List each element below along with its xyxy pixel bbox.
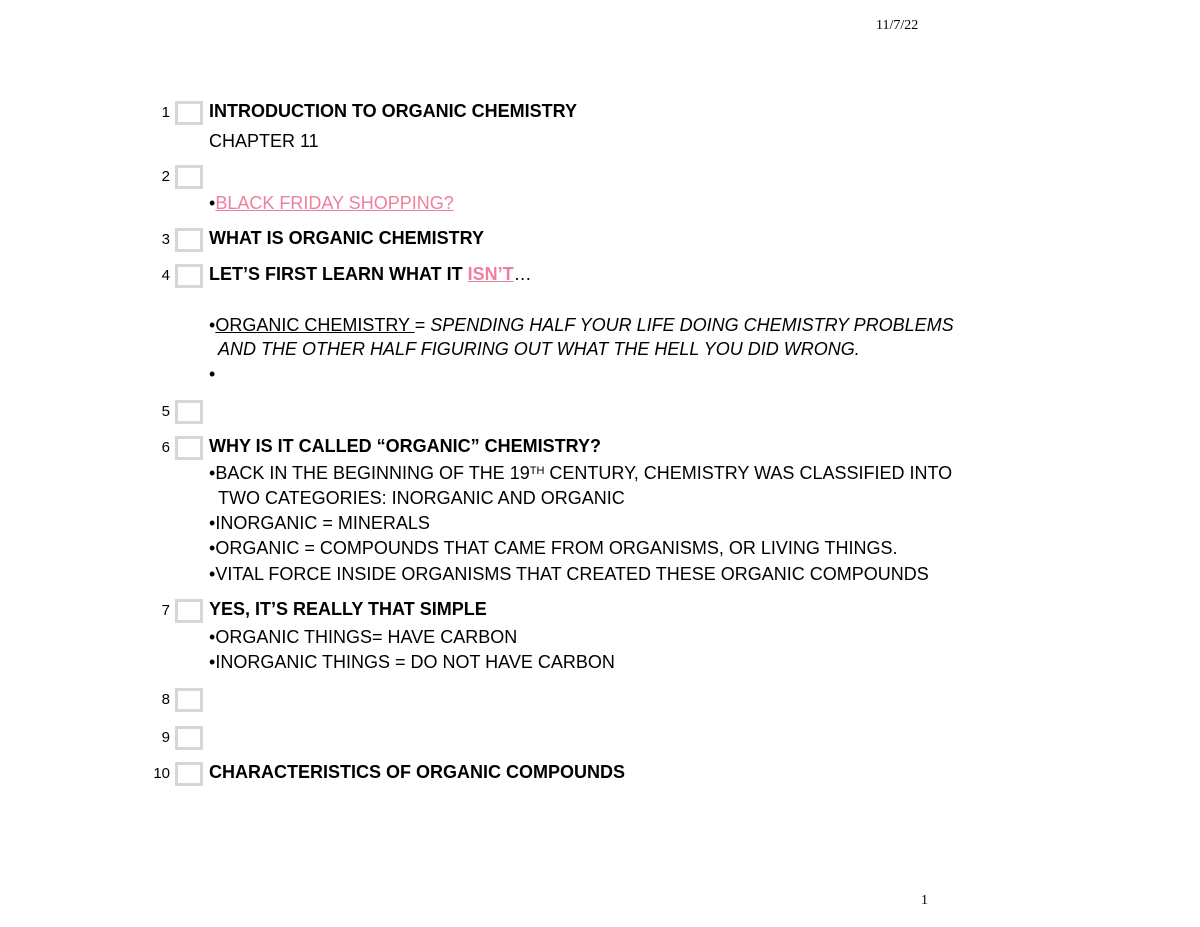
slide-number: 5 bbox=[161, 403, 170, 420]
isnt-emphasis: ISN’T bbox=[467, 264, 514, 284]
title-text: LET’S FIRST LEARN WHAT IT bbox=[209, 264, 468, 284]
bullet-text: VITAL FORCE INSIDE ORGANISMS THAT CREATED THESE ORGANIC COMPOUNDS bbox=[215, 564, 929, 584]
slide-title: WHY IS IT CALLED “ORGANIC” CHEMISTRY? bbox=[209, 436, 602, 456]
bullet-marker: • bbox=[209, 463, 216, 483]
bullet-item bbox=[209, 536, 898, 560]
bullet-text: ORGANIC = COMPOUNDS THAT CAME FROM ORGANISMS, OR LIVING THINGS. bbox=[215, 538, 898, 558]
slide-entry-1 bbox=[0, 101, 1200, 129]
slide-thumbnail[interactable] bbox=[175, 762, 203, 786]
definition-text: SPENDING HALF YOUR LIFE DOING CHEMISTRY PROBLEMS bbox=[430, 315, 954, 335]
bullet-item bbox=[209, 191, 454, 215]
slide-thumbnail[interactable] bbox=[175, 228, 203, 252]
slide-title: YES, IT’S REALLY THAT SIMPLE bbox=[209, 599, 487, 619]
slide-entry-3 bbox=[0, 228, 1200, 256]
slide-thumbnail[interactable] bbox=[175, 264, 203, 288]
slide-entry-9 bbox=[0, 726, 1200, 754]
slide-entry-7 bbox=[0, 599, 1200, 627]
bullet-marker: • bbox=[209, 513, 216, 533]
definition-text-continued: AND THE OTHER HALF FIGURING OUT WHAT THE HELL YOU DID WRONG. bbox=[218, 339, 860, 359]
title-ellipsis: … bbox=[513, 264, 532, 284]
bullet-text: CENTURY, CHEMISTRY WAS CLASSIFIED INTO bbox=[544, 463, 953, 483]
bullet-text: BACK IN THE BEGINNING OF THE 19 bbox=[215, 463, 530, 483]
slide-entry-8 bbox=[0, 688, 1200, 716]
slide-entry-2 bbox=[0, 165, 1200, 193]
slide-number: 10 bbox=[153, 765, 170, 782]
slide-title: CHARACTERISTICS OF ORGANIC COMPOUNDS bbox=[209, 762, 626, 782]
superscript-th: TH bbox=[529, 465, 545, 477]
slide-number: 7 bbox=[161, 602, 170, 619]
slide-entry-5 bbox=[0, 400, 1200, 428]
bullet-item bbox=[209, 313, 954, 337]
slide-title: INTRODUCTION TO ORGANIC CHEMISTRY bbox=[209, 101, 577, 121]
black-friday-link[interactable]: BLACK FRIDAY SHOPPING? bbox=[215, 193, 454, 213]
bullet-marker: • bbox=[209, 315, 216, 335]
bullet-marker: • bbox=[209, 652, 216, 672]
footer-page-number: 1 bbox=[921, 893, 928, 908]
definition-equals: = bbox=[414, 315, 431, 335]
bullet-text: INORGANIC = MINERALS bbox=[215, 513, 430, 533]
bullet-marker: • bbox=[209, 538, 216, 558]
slide-number: 4 bbox=[161, 267, 170, 284]
slide-number: 1 bbox=[161, 104, 170, 121]
bullet-item bbox=[209, 511, 430, 535]
slide-thumbnail[interactable] bbox=[175, 436, 203, 460]
bullet-text: INORGANIC THINGS = DO NOT HAVE CARBON bbox=[215, 652, 615, 672]
bullet-item bbox=[209, 625, 517, 649]
definition-term: ORGANIC CHEMISTRY bbox=[215, 315, 415, 335]
slide-thumbnail[interactable] bbox=[175, 599, 203, 623]
slide-entry-4 bbox=[0, 264, 1200, 292]
bullet-marker: • bbox=[209, 564, 216, 584]
bullet-item bbox=[209, 461, 952, 485]
header-date: 11/7/22 bbox=[876, 18, 919, 33]
bullet-item bbox=[209, 562, 929, 586]
bullet-text: ORGANIC THINGS= HAVE CARBON bbox=[215, 627, 518, 647]
slide-thumbnail[interactable] bbox=[175, 688, 203, 712]
bullet-text-continued: TWO CATEGORIES: INORGANIC AND ORGANIC bbox=[218, 488, 625, 508]
slide-title: WHAT IS ORGANIC CHEMISTRY bbox=[209, 228, 484, 248]
slide-thumbnail[interactable] bbox=[175, 165, 203, 189]
bullet-item bbox=[209, 650, 615, 674]
slide-thumbnail[interactable] bbox=[175, 400, 203, 424]
slide-number: 8 bbox=[161, 691, 170, 708]
bullet-marker: • bbox=[209, 193, 216, 213]
slide-subtitle: CHAPTER 11 bbox=[209, 131, 319, 151]
slide-number: 6 bbox=[161, 439, 170, 456]
slide-number: 3 bbox=[161, 231, 170, 248]
slide-number: 9 bbox=[161, 729, 170, 746]
bullet-marker: • bbox=[209, 627, 216, 647]
slide-thumbnail[interactable] bbox=[175, 726, 203, 750]
slide-title bbox=[209, 262, 532, 286]
slide-number: 2 bbox=[161, 168, 170, 185]
slide-thumbnail[interactable] bbox=[175, 101, 203, 125]
empty-bullet: • bbox=[209, 364, 216, 384]
